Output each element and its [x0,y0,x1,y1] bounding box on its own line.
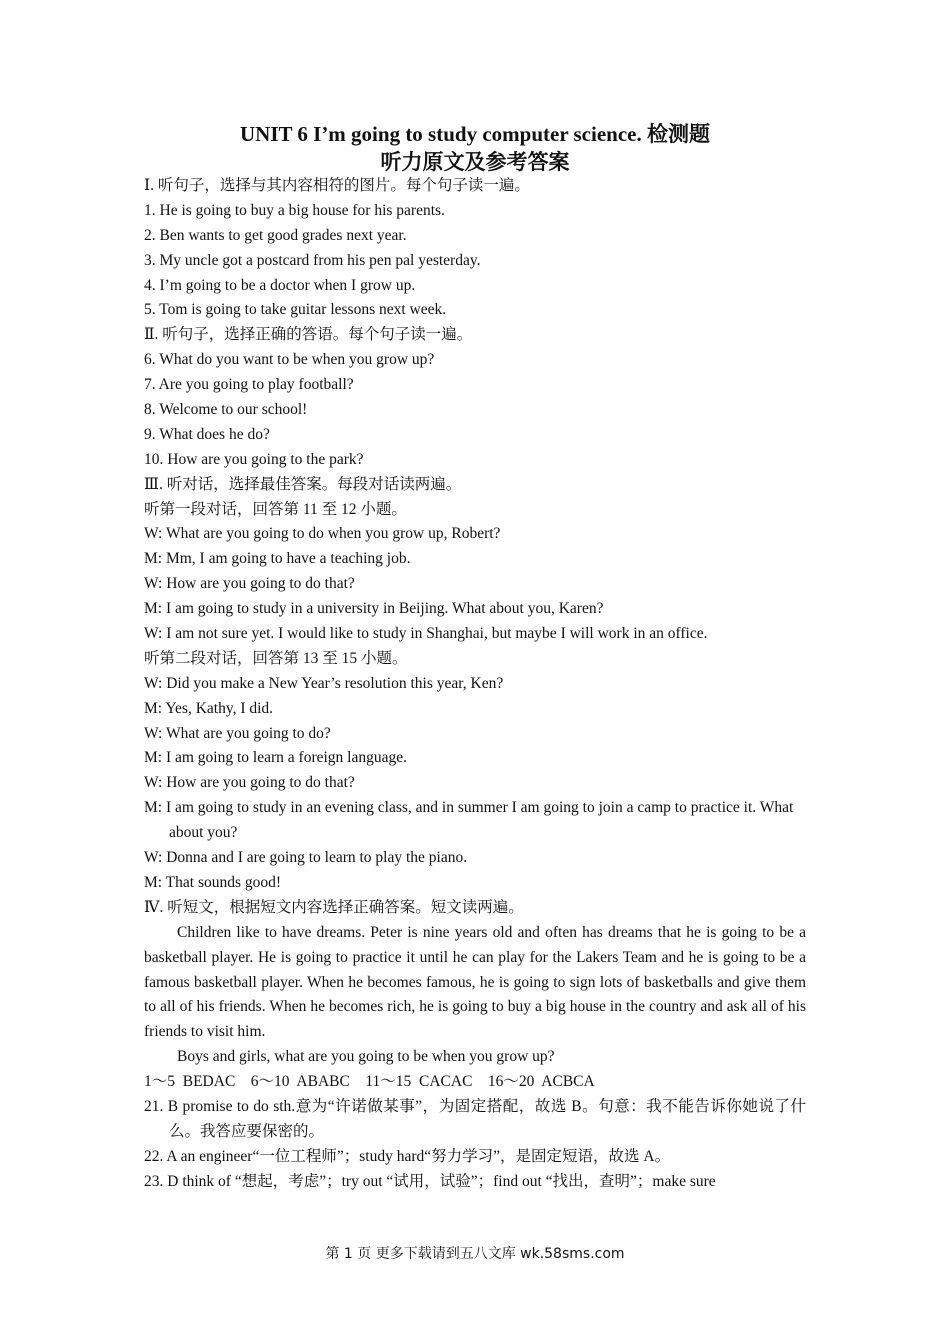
dialog-1-line-3: W: How are you going to do that? [144,575,355,593]
title-line-2: 听力原文及参考答案 [380,150,570,174]
passage-closing: Boys and girls, what are you going to be when you grow up? [177,1048,555,1066]
document-title [0,120,950,176]
sentence-3: 3. My uncle got a postcard from his pen pal yesterday. [144,251,481,269]
explanation-23: 23. D think of “想起，考虑”；try out “试用，试验”；find out “找出，查明”；make sure [144,1172,716,1190]
section-4-heading: Ⅳ. 听短文，根据短文内容选择正确答案。短文读两遍。 [144,898,524,916]
dialog-2-line-7: W: Donna and I are going to learn to play the piano. [144,849,468,867]
dialog-1-intro: 听第一段对话，回答第 11 至 12 小题。 [144,500,407,518]
sentence-5: 5. Tom is going to take guitar lessons next week. [144,301,447,319]
dialog-2-line-6: M: I am going to study in an evening class, and in summer I am going to join a camp to practice it. What about you? [144,799,794,842]
dialog-2-line-4: M: I am going to learn a foreign language. [144,749,407,767]
page-footer: 第 1 页 更多下载请到五八文库 wk.58sms.com [325,1246,625,1262]
section-1-heading: Ⅰ. 听句子，选择与其内容相符的图片。每个句子读一遍。 [144,177,530,194]
dialog-1-line-1: W: What are you going to do when you grow up, Robert? [144,525,501,543]
dialog-1-line-5: W: I am not sure yet. I would like to study in Shanghai, but maybe I will work in an office. [144,625,708,643]
dialog-1-line-4: M: I am going to study in a university in Beijing. What about you, Karen? [144,600,604,618]
dialog-1-line-2: M: Mm, I am going to have a teaching job. [144,550,411,568]
explanation-22: 22. A an engineer“一位工程师”；study hard“努力学习”，是固定短语，故选 A。 [144,1147,671,1165]
sentence-9: 9. What does he do? [144,425,270,443]
passage-paragraph: Children like to have dreams. Peter is nine years old and often has dreams that he is going to be a basketball player. He is going to practice it until he can play for the Lakers Team and he is going to be a famous basketball player. When he becomes famous, he is going to sign lots of basketballs and give them to all of his friends. When he becomes rich, he is going to buy a big house in the country and ask all of his friends to visit him. [144,923,806,1041]
dialog-2-line-8: M: That sounds good! [144,873,282,891]
sentence-2: 2. Ben wants to get good grades next year. [144,226,407,244]
dialog-2-intro: 听第二段对话，回答第 13 至 15 小题。 [144,649,408,667]
sentence-7: 7. Are you going to play football? [144,376,354,394]
dialog-2-line-5: W: How are you going to do that? [144,774,355,792]
dialog-2-line-1: W: Did you make a New Year’s resolution this year, Ken? [144,674,504,692]
sentence-6: 6. What do you want to be when you grow up? [144,351,435,369]
sentence-10: 10. How are you going to the park? [144,450,364,468]
sentence-1: 1. He is going to buy a big house for his parents. [144,201,445,219]
dialog-2-line-2: M: Yes, Kathy, I did. [144,699,274,717]
dialog-2-line-3: W: What are you going to do? [144,724,331,742]
section-2-heading: Ⅱ. 听句子，选择正确的答语。每个句子读一遍。 [144,326,473,344]
sentence-4: 4. I’m going to be a doctor when I grow up. [144,276,416,294]
answer-key: 1～5 BEDAC 6～10 ABABC 11～15 CACAC 16～20 ACBCA [144,1073,595,1091]
document-body [144,174,806,1195]
section-3-heading: Ⅲ. 听对话，选择最佳答案。每段对话读两遍。 [144,475,462,493]
sentence-8: 8. Welcome to our school! [144,401,308,419]
title-line-1: UNIT 6 I’m going to study computer science. 检测题 [240,122,710,146]
explanation-21: 21. B promise to do sth.意为“许诺做某事”，为固定搭配，故选 B。句意：我不能告诉你她说了什么。我答应要保密的。 [144,1098,806,1140]
